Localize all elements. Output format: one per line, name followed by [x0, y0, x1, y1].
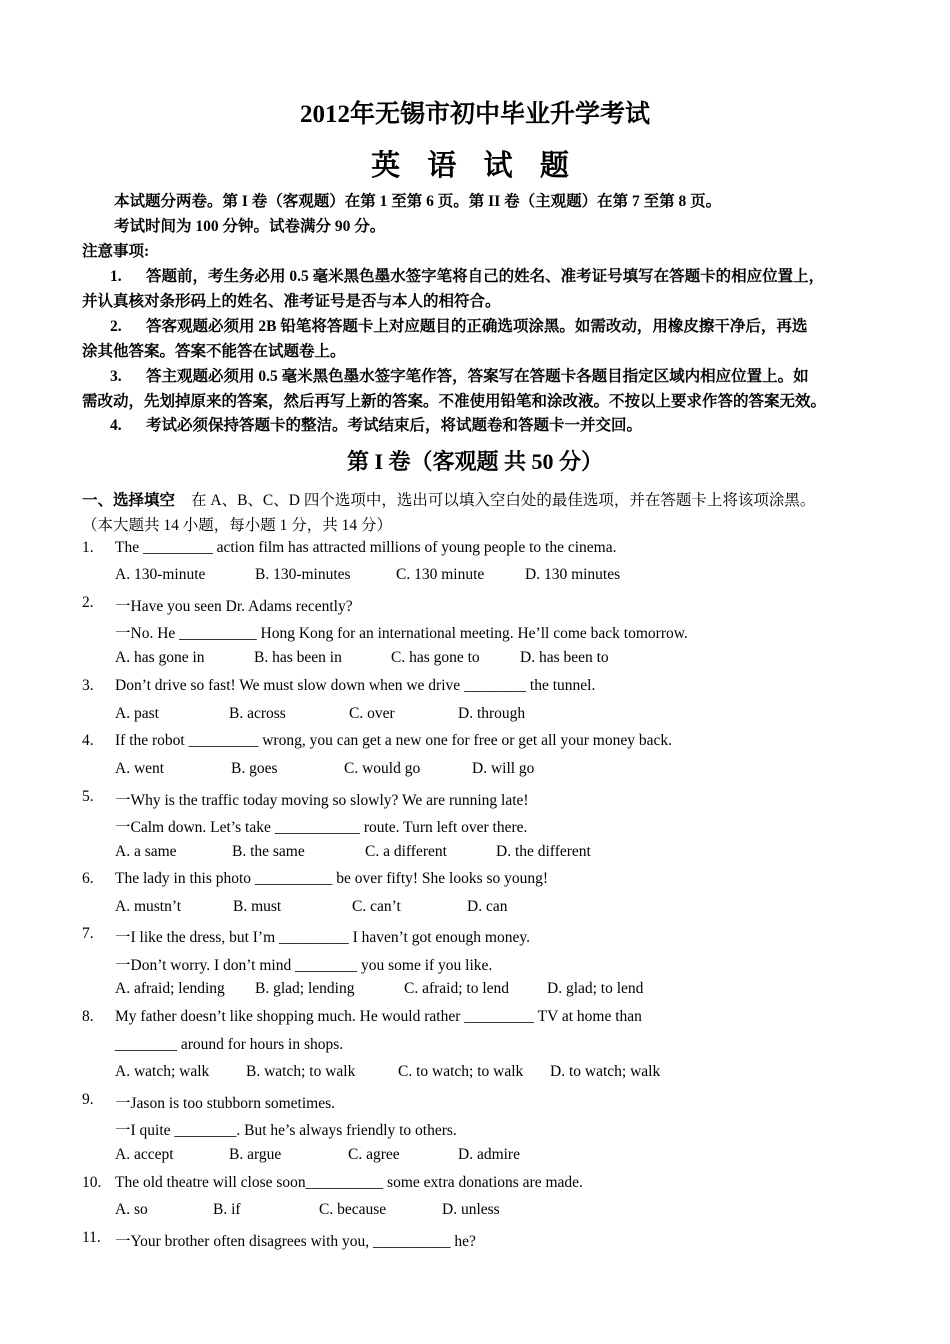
option-d: D. 130 minutes	[525, 566, 621, 583]
option-d: D. the different	[496, 843, 591, 860]
note-2-continued: 涂其他答案。答案不能答在试题卷上。	[82, 343, 346, 360]
option-b: B. 130-minutes	[255, 566, 351, 583]
note-3	[110, 364, 809, 386]
question-text: My father doesn’t like shopping much. He would rather _________ TV at home than	[115, 1008, 642, 1025]
option-d: D. unless	[442, 1201, 500, 1218]
option-b: B. must	[233, 898, 282, 915]
question-number: 9.	[82, 1091, 94, 1108]
question-text: The old theatre will close soon__________ some extra donations are made.	[115, 1174, 583, 1191]
question-number: 4.	[82, 732, 94, 749]
notes-label: 注意事项:	[82, 243, 150, 260]
question-number: 10.	[82, 1174, 102, 1191]
question-number: 7.	[82, 925, 94, 942]
option-c: C. 130 minute	[396, 566, 485, 583]
exam-title: 2012年无锡市初中毕业升学考试	[299, 101, 650, 128]
question-text: 一I quite ________. But he’s always friendly to others.	[115, 1122, 457, 1139]
option-b: B. goes	[231, 760, 278, 777]
option-a: A. went	[115, 760, 165, 777]
question-number: 1.	[82, 539, 94, 556]
part1-label: 一、选择填空	[82, 492, 176, 509]
option-c: C. has gone to	[391, 649, 480, 666]
option-a: A. watch; walk	[115, 1063, 210, 1080]
question-text: 一Don’t worry. I don’t mind ________ you some if you like.	[115, 957, 493, 974]
note-4	[110, 413, 642, 435]
question-text: Don’t drive so fast! We must slow down when we drive ________ the tunnel.	[115, 677, 596, 694]
note-3-text: 答主观题必须用 0.5 毫米黑色墨水签字笔作答，答案写在答题卡各题目指定区域内相应位置上。如	[146, 368, 809, 385]
option-d: D. to watch; walk	[550, 1063, 661, 1080]
option-a: A. mustn’t	[115, 898, 182, 915]
question-text: The _________ action film has attracted millions of young people to the cinema.	[115, 539, 617, 556]
option-b: B. has been in	[254, 649, 342, 666]
note-2-text: 答客观题必须用 2B 铅笔将答题卡上对应题目的正确选项涂黑。如需改动，用橡皮擦干净后，再选	[146, 318, 808, 335]
option-a: A. so	[115, 1201, 148, 1218]
note-1-number: 1.	[110, 268, 122, 285]
option-a: A. past	[115, 705, 159, 722]
question-text: 一Calm down. Let’s take ___________ route. Turn left over there.	[115, 819, 528, 836]
option-b: B. glad; lending	[255, 980, 355, 997]
option-c: C. would go	[344, 760, 421, 777]
question-number: 2.	[82, 594, 94, 611]
option-c: C. afraid; to lend	[404, 980, 510, 997]
question-number: 8.	[82, 1008, 94, 1025]
question-number: 6.	[82, 870, 94, 887]
option-d: D. will go	[472, 760, 535, 777]
intro-line-2: 考试时间为 100 分钟。试卷满分 90 分。	[114, 218, 386, 235]
question-text: ________ around for hours in shops.	[115, 1036, 344, 1053]
option-d: D. through	[458, 705, 526, 722]
option-d: D. has been to	[520, 649, 609, 666]
option-c: C. can’t	[352, 898, 401, 915]
section-title: 第 I 卷（客观题 共 50 分）	[346, 449, 604, 474]
option-b: B. watch; to walk	[246, 1063, 356, 1080]
option-b: B. the same	[232, 843, 305, 860]
question-number: 5.	[82, 788, 94, 805]
subject-title: 英 语 试 题	[371, 150, 579, 182]
question-text: 一Jason is too stubborn sometimes.	[115, 1095, 336, 1112]
option-b: B. argue	[229, 1146, 282, 1163]
option-c: C. agree	[348, 1146, 400, 1163]
question-text: 一No. He __________ Hong Kong for an international meeting. He’ll come back tomorrow.	[115, 625, 688, 642]
option-b: B. across	[229, 705, 286, 722]
note-4-text: 考试必须保持答题卡的整洁。考试结束后，将试题卷和答题卡一并交回。	[146, 417, 643, 434]
question-text: 一Have you seen Dr. Adams recently?	[115, 598, 353, 615]
option-d: D. admire	[458, 1146, 520, 1163]
note-1	[110, 264, 824, 286]
note-3-number: 3.	[110, 368, 122, 385]
option-c: C. a different	[365, 843, 447, 860]
option-d: D. can	[467, 898, 508, 915]
note-1-text: 答题前，考生务必用 0.5 毫米黑色墨水签字笔将自己的姓名、准考证号填写在答题卡的相应位置上，	[146, 268, 825, 285]
part1-instructions: 在 A、B、C、D 四个选项中，选出可以填入空白处的最佳选项，并在答题卡上将该项涂黑。	[191, 492, 816, 509]
option-a: A. a same	[115, 843, 177, 860]
question-number: 3.	[82, 677, 94, 694]
note-1-continued: 并认真核对条形码上的姓名、准考证号是否与本人的相符合。	[82, 293, 501, 310]
part1-header	[82, 488, 815, 510]
option-c: C. because	[319, 1201, 387, 1218]
option-b: B. if	[213, 1201, 241, 1218]
option-a: A. 130-minute	[115, 566, 206, 583]
question-number: 11.	[82, 1229, 101, 1246]
option-c: C. to watch; to walk	[398, 1063, 524, 1080]
option-a: A. accept	[115, 1146, 174, 1163]
question-text: 一I like the dress, but I’m _________ I haven’t got enough money.	[115, 929, 530, 946]
intro-line-1: 本试题分两卷。第 I 卷（客观题）在第 1 至第 6 页。第 II 卷（主观题）在第 7 至第 8 页。	[114, 193, 722, 210]
option-a: A. has gone in	[115, 649, 205, 666]
note-3-continued: 需改动，先划掉原来的答案，然后再写上新的答案。不准使用铅笔和涂改液。不按以上要求作答的答案无效。	[82, 393, 827, 410]
note-4-number: 4.	[110, 417, 122, 434]
option-d: D. glad; to lend	[547, 980, 644, 997]
question-text: 一Why is the traffic today moving so slowly? We are running late!	[115, 792, 529, 809]
note-2	[110, 314, 807, 336]
part1-note: （本大题共 14 小题，每小题 1 分，共 14 分）	[82, 517, 393, 534]
option-a: A. afraid; lending	[115, 980, 225, 997]
question-text: 一Your brother often disagrees with you, __________ he?	[115, 1233, 476, 1250]
note-2-number: 2.	[110, 318, 122, 335]
option-c: C. over	[349, 705, 395, 722]
question-text: If the robot _________ wrong, you can get a new one for free or get all your money back.	[115, 732, 672, 749]
question-text: The lady in this photo __________ be over fifty! She looks so young!	[115, 870, 549, 887]
